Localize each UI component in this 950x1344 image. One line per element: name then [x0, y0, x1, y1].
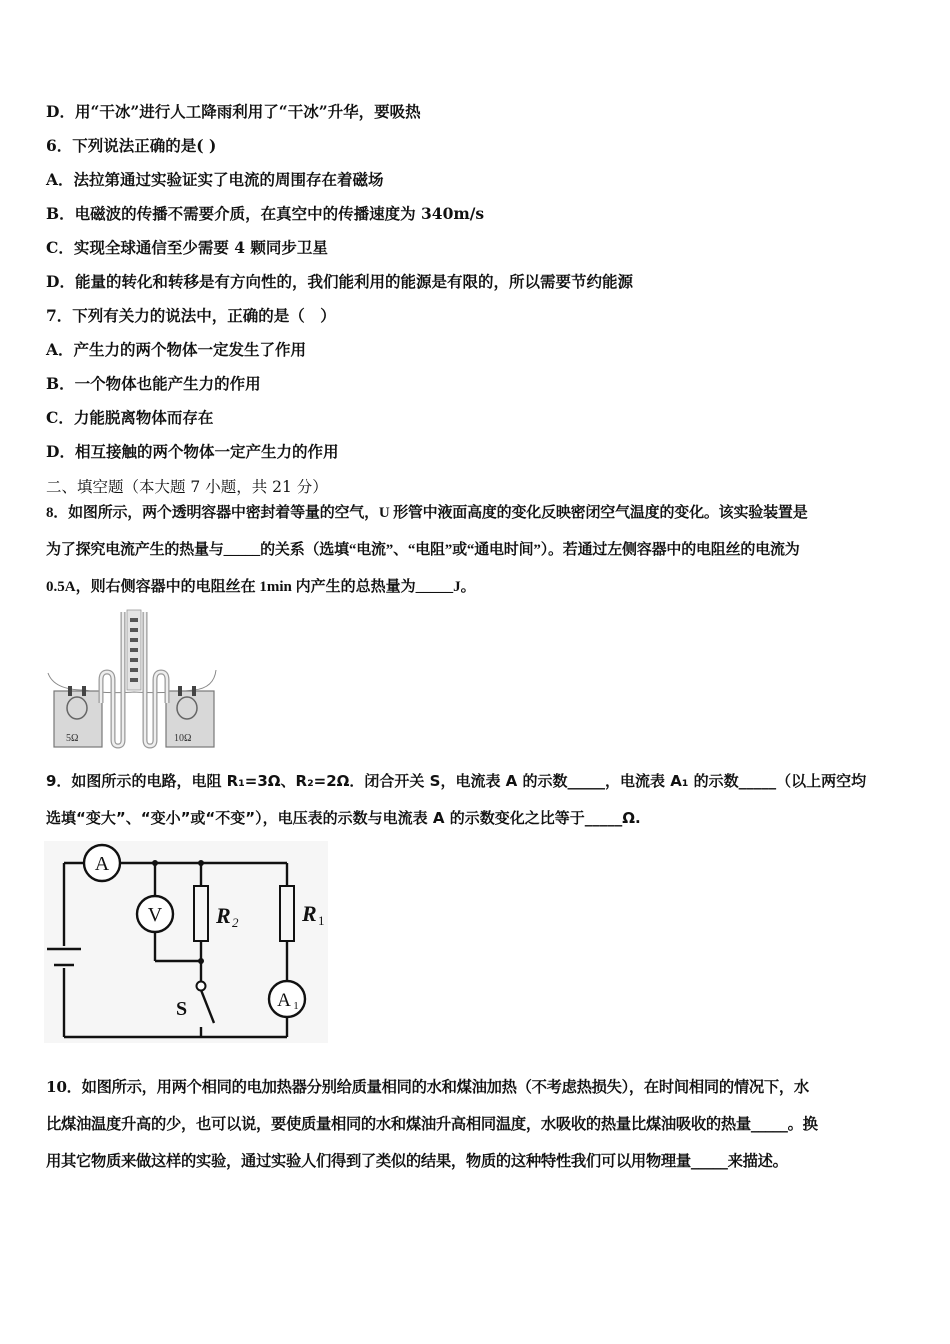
q10-line-2: 比煤油温度升高的少，也可以说，要使质量相同的水和煤油升高相同温度，水吸收的热量比煤油吸收的热量_____。换	[46, 1115, 818, 1133]
svg-text:1: 1	[318, 913, 325, 928]
q8-line-1: 8．如图所示，两个透明容器中密封着等量的空气，U 形管中液面高度的变化反映密闭空气温度的变化。该实验装置是	[46, 505, 808, 521]
joule-heating-apparatus-figure	[44, 608, 224, 750]
r1-label: R	[302, 901, 317, 926]
r2-label: R	[216, 903, 231, 928]
q7-option-a: A．产生力的两个物体一定发生了作用	[46, 340, 307, 359]
q6-option-b: B．电磁波的传播不需要介质，在真空中的传播速度为 340m/s	[46, 204, 485, 223]
q6-stem: 6．下列说法正确的是( )	[46, 136, 217, 155]
ammeter-a1-icon	[269, 981, 305, 1017]
q10-line-3: 用其它物质来做这样的实验，通过实验人们得到了类似的结果，物质的这种特性我们可以用物理量_____来描述。	[46, 1152, 788, 1170]
left-resistance-label: 5Ω	[66, 733, 79, 744]
section-heading-fill-in: 二、填空题（本大题 7 小题，共 21 分）	[46, 478, 328, 496]
q9-line-1: 9．如图所示的电路，电阻 R₁=3Ω、R₂=2Ω．闭合开关 S，电流表 A 的示数_____，电流表 A₁ 的示数_____（以上两空均	[46, 772, 867, 790]
q8-line-2: 为了探究电流产生的热量与_____的关系（选填“电流”、“电阻”或“通电时间”）。若通过左侧容器中的电阻丝的电流为	[46, 542, 800, 558]
q8-line-3: 0.5A，则右侧容器中的电阻丝在 1min 内产生的总热量为_____J。	[46, 579, 476, 595]
q7-option-c: C．力能脱离物体而存在	[46, 408, 214, 427]
q5-option-d: D．用“干冰”进行人工降雨利用了“干冰”升华，要吸热	[46, 102, 421, 121]
q6-option-c: C．实现全球通信至少需要 4 颗同步卫星	[46, 238, 328, 257]
right-resistance-label: 10Ω	[174, 733, 192, 744]
svg-text:1: 1	[293, 1000, 299, 1012]
q6-option-d: D．能量的转化和转移是有方向性的，我们能利用的能源是有限的，所以需要节约能源	[46, 272, 633, 291]
ammeter-a-icon	[84, 845, 120, 881]
q10-line-1: 10．如图所示，用两个相同的电加热器分别给质量相同的水和煤油加热（不考虑热损失），在时间相同的情况下，水	[46, 1078, 809, 1096]
q7-option-d: D．相互接触的两个物体一定产生力的作用	[46, 442, 339, 461]
svg-text:2: 2	[232, 915, 239, 930]
svg-text:V: V	[147, 904, 163, 926]
q7-option-b: B．一个物体也能产生力的作用	[46, 374, 261, 393]
q7-stem: 7．下列有关力的说法中，正确的是（ ）	[46, 306, 336, 325]
voltmeter-v-icon	[137, 896, 173, 932]
svg-text:A: A	[94, 853, 110, 875]
circuit-diagram-figure	[44, 841, 328, 1043]
svg-text:A: A	[277, 990, 291, 1011]
q9-line-2: 选填“变大”、“变小”或“不变”），电压表的示数与电流表 A 的示数变化之比等于_____Ω.	[46, 809, 641, 827]
q6-option-a: A．法拉第通过实验证实了电流的周围存在着磁场	[46, 170, 384, 189]
switch-label: S	[176, 998, 188, 1020]
